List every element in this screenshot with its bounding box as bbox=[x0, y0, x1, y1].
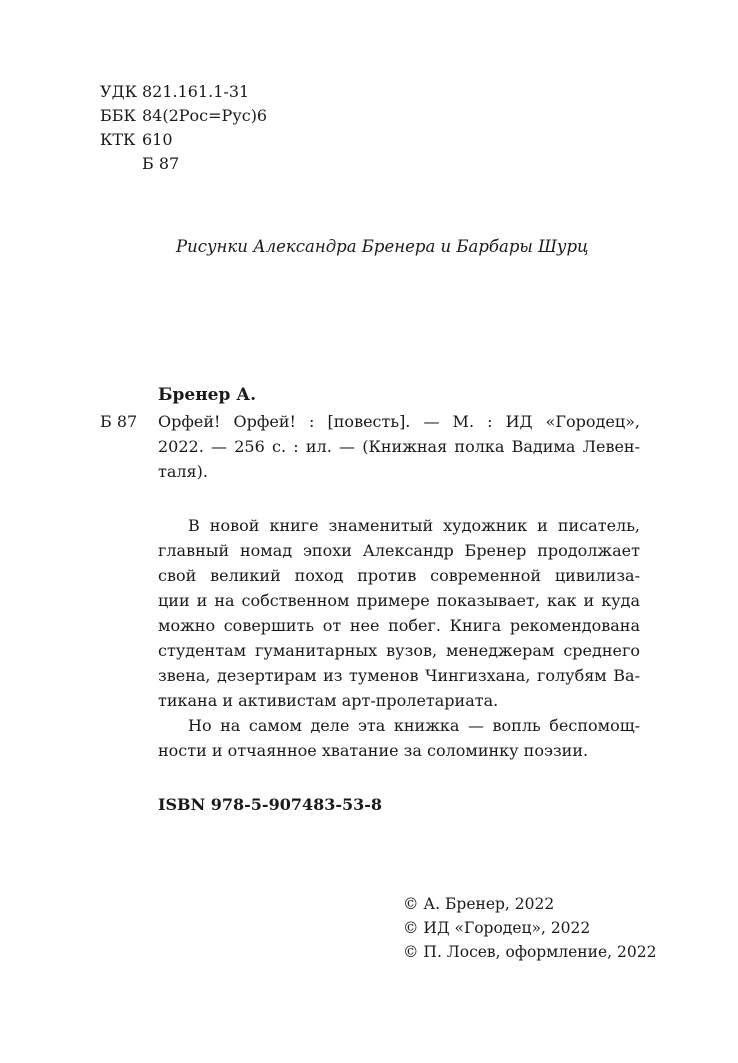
abstract-line: В новой книге знаменитый художник и писатель, bbox=[188, 516, 640, 535]
author-heading: Бренер А. bbox=[158, 385, 257, 405]
entry-row bbox=[100, 409, 640, 484]
classification-row-ktk bbox=[100, 128, 267, 152]
bibliographic-entry bbox=[100, 383, 640, 484]
classification-code: ББК bbox=[100, 106, 136, 125]
classification-code: КТК bbox=[100, 130, 136, 149]
copyright-line: © А. Бренер, 2022 bbox=[403, 895, 555, 913]
classification-code bbox=[100, 152, 142, 176]
classification-row-udk bbox=[100, 80, 267, 104]
isbn: ISBN 978-5-907483-53-8 bbox=[158, 795, 383, 814]
abstract-line: тикана и активистам арт-пролетариата. bbox=[158, 691, 499, 710]
copyright-line: © ИД «Городец», 2022 bbox=[403, 919, 591, 937]
abstract bbox=[158, 513, 640, 763]
classification-block bbox=[100, 80, 267, 176]
abstract-line: ции и на собственном примере показывает, как и куда bbox=[158, 591, 640, 610]
abstract-line: студентам гуманитарных вузов, менеджерам среднего bbox=[158, 641, 640, 660]
abstract-line: свой великий поход против современной цивилиза- bbox=[158, 566, 640, 585]
classification-value: 610 bbox=[142, 130, 173, 149]
entry-line: таля). bbox=[158, 462, 208, 481]
copyright-line: © П. Лосев, оформление, 2022 bbox=[403, 943, 657, 961]
entry-description bbox=[158, 409, 640, 484]
classification-value: 821.161.1-31 bbox=[142, 82, 250, 101]
classification-value: 84(2Рос=Рус)6 bbox=[142, 106, 268, 125]
abstract-line: главный номад эпохи Александр Бренер продолжает bbox=[158, 541, 640, 560]
entry-line: Орфей! Орфей! : [повесть]. — М. : ИД «Городец», bbox=[158, 412, 640, 431]
abstract-line: можно совершить от нее побег. Книга рекомендована bbox=[158, 616, 640, 635]
abstract-line: Но на самом деле эта книжка — вопль беспомощ- bbox=[188, 716, 640, 735]
classification-row-bbk bbox=[100, 104, 267, 128]
classification-code: УДК bbox=[100, 82, 137, 101]
cutter-mark: Б 87 bbox=[100, 412, 138, 431]
illustrations-credit: Рисунки Александра Бренера и Барбары Шурц bbox=[176, 237, 589, 256]
classification-value: Б 87 bbox=[142, 154, 180, 173]
abstract-line: ности и отчаянное хватание за соломинку поэзии. bbox=[158, 741, 589, 760]
entry-line: 2022. — 256 с. : ил. — (Книжная полка Вадима Левен- bbox=[158, 437, 640, 456]
classification-row-author-mark bbox=[100, 152, 267, 176]
copyright-block bbox=[403, 892, 656, 964]
abstract-line: звена, дезертирам из туменов Чингизхана, голубям Ва- bbox=[158, 666, 640, 685]
